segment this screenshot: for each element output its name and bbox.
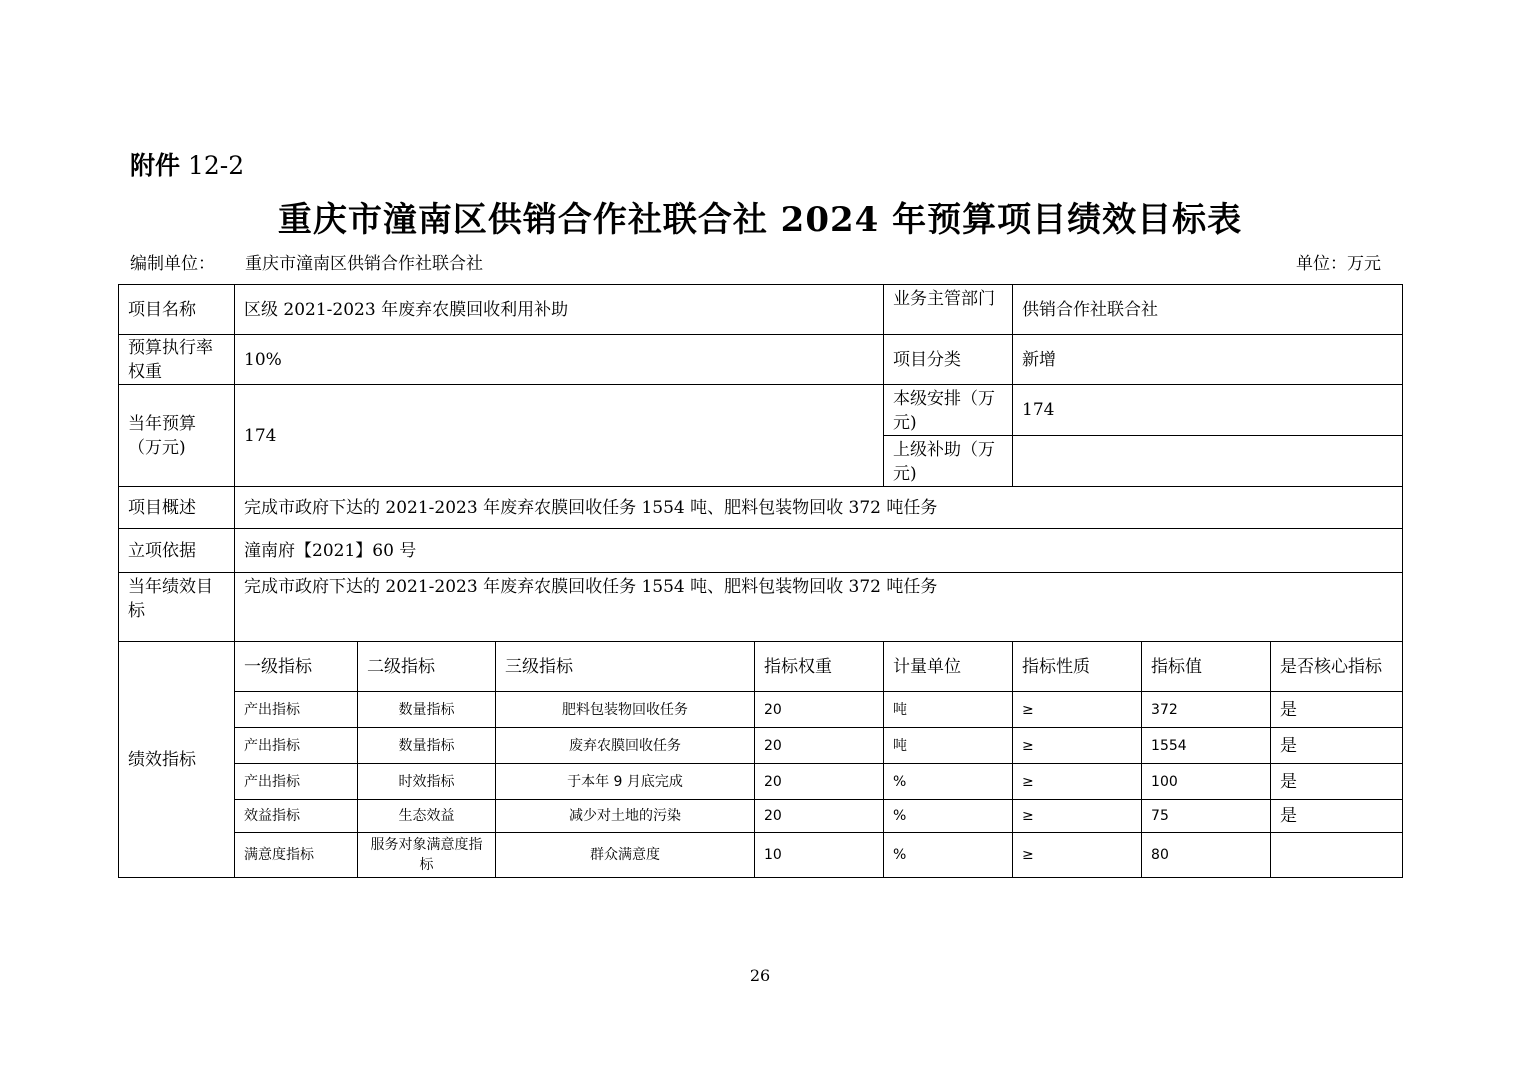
overview-label: 项目概述 xyxy=(119,487,235,529)
indicator-row xyxy=(119,800,1403,833)
unit-cell: % xyxy=(884,833,1013,878)
core-cell xyxy=(1271,833,1403,878)
level3-cell: 减少对土地的污染 xyxy=(496,800,755,833)
money-unit: 单位：万元 xyxy=(1296,254,1381,274)
page-title: 重庆市潼南区供销合作社联合社 2024 年预算项目绩效目标表 xyxy=(277,200,1243,240)
value-cell: 100 xyxy=(1142,764,1271,800)
level1-cell: 效益指标 xyxy=(235,800,358,833)
budget-label: 当年预算（万元) xyxy=(119,385,235,487)
header-cell: 指标权重 xyxy=(755,642,884,692)
value-cell: 80 xyxy=(1142,833,1271,878)
row-goal xyxy=(119,573,1403,642)
compiling-unit xyxy=(130,249,483,274)
local-value: 174 xyxy=(1013,385,1403,436)
level2-cell: 数量指标 xyxy=(358,728,496,764)
level2-cell: 服务对象满意度指标 xyxy=(358,833,496,878)
overview-value: 完成市政府下达的 2021-2023 年废弃农膜回收任务 1554 吨、肥料包装物回收 372 吨任务 xyxy=(235,487,1403,529)
upper-label: 上级补助（万元) xyxy=(884,436,1013,487)
row-overview xyxy=(119,487,1403,529)
nature-cell: ≥ xyxy=(1013,692,1142,728)
level1-cell: 产出指标 xyxy=(235,728,358,764)
level3-cell: 于本年 9 月底完成 xyxy=(496,764,755,800)
project-name-label: 项目名称 xyxy=(119,285,235,335)
weight-cell: 20 xyxy=(755,692,884,728)
category-value: 新增 xyxy=(1013,335,1403,385)
page-number: 26 xyxy=(749,966,771,985)
unit-cell: 吨 xyxy=(884,728,1013,764)
exec-rate-value: 10% xyxy=(235,335,884,385)
row-project-name xyxy=(119,285,1403,335)
weight-cell: 20 xyxy=(755,800,884,833)
indicators-label: 绩效指标 xyxy=(119,642,235,878)
row-budget xyxy=(119,385,1403,436)
value-cell: 372 xyxy=(1142,692,1271,728)
core-cell: 是 xyxy=(1271,800,1403,833)
level3-cell: 群众满意度 xyxy=(496,833,755,878)
level3-cell: 肥料包装物回收任务 xyxy=(496,692,755,728)
performance-table xyxy=(118,284,1403,878)
attachment-word: 附件 xyxy=(130,151,181,180)
nature-cell: ≥ xyxy=(1013,728,1142,764)
upper-value xyxy=(1013,436,1403,487)
header-cell: 二级指标 xyxy=(358,642,496,692)
attachment-number: 12-2 xyxy=(180,151,245,180)
compiling-unit-org: 重庆市潼南区供销合作社联合社 xyxy=(245,254,483,274)
header-cell: 三级指标 xyxy=(496,642,755,692)
attachment-label xyxy=(130,146,244,182)
dept-value: 供销合作社联合社 xyxy=(1013,285,1403,335)
exec-rate-label: 预算执行率权重 xyxy=(119,335,235,385)
budget-value: 174 xyxy=(235,385,884,487)
unit-cell: 吨 xyxy=(884,692,1013,728)
indicator-row xyxy=(119,728,1403,764)
header-cell: 指标性质 xyxy=(1013,642,1142,692)
goal-value: 完成市政府下达的 2021-2023 年废弃农膜回收任务 1554 吨、肥料包装物回收 372 吨任务 xyxy=(235,573,1403,642)
header-cell: 指标值 xyxy=(1142,642,1271,692)
header-cell: 是否核心指标 xyxy=(1271,642,1403,692)
unit-cell: % xyxy=(884,764,1013,800)
value-cell: 1554 xyxy=(1142,728,1271,764)
weight-cell: 20 xyxy=(755,764,884,800)
unit-cell: % xyxy=(884,800,1013,833)
category-label: 项目分类 xyxy=(884,335,1013,385)
goal-label: 当年绩效目标 xyxy=(119,573,235,642)
weight-cell: 10 xyxy=(755,833,884,878)
level2-cell: 生态效益 xyxy=(358,800,496,833)
indicator-row xyxy=(119,833,1403,878)
project-name-value: 区级 2021-2023 年废弃农膜回收利用补助 xyxy=(235,285,884,335)
nature-cell: ≥ xyxy=(1013,800,1142,833)
row-basis xyxy=(119,529,1403,573)
level1-cell: 产出指标 xyxy=(235,764,358,800)
compiling-unit-label: 编制单位： xyxy=(130,254,215,274)
header-cell: 计量单位 xyxy=(884,642,1013,692)
local-label: 本级安排（万元) xyxy=(884,385,1013,436)
indicator-row xyxy=(119,692,1403,728)
level2-cell: 数量指标 xyxy=(358,692,496,728)
level3-cell: 废弃农膜回收任务 xyxy=(496,728,755,764)
dept-label: 业务主管部门 xyxy=(884,285,1013,335)
nature-cell: ≥ xyxy=(1013,764,1142,800)
value-cell: 75 xyxy=(1142,800,1271,833)
core-cell: 是 xyxy=(1271,764,1403,800)
basis-label: 立项依据 xyxy=(119,529,235,573)
core-cell: 是 xyxy=(1271,728,1403,764)
nature-cell: ≥ xyxy=(1013,833,1142,878)
indicator-header-row xyxy=(119,642,1403,692)
header-cell: 一级指标 xyxy=(235,642,358,692)
level2-cell: 时效指标 xyxy=(358,764,496,800)
level1-cell: 满意度指标 xyxy=(235,833,358,878)
level1-cell: 产出指标 xyxy=(235,692,358,728)
basis-value: 潼南府【2021】60 号 xyxy=(235,529,1403,573)
weight-cell: 20 xyxy=(755,728,884,764)
core-cell: 是 xyxy=(1271,692,1403,728)
indicator-row xyxy=(119,764,1403,800)
row-exec-rate xyxy=(119,335,1403,385)
